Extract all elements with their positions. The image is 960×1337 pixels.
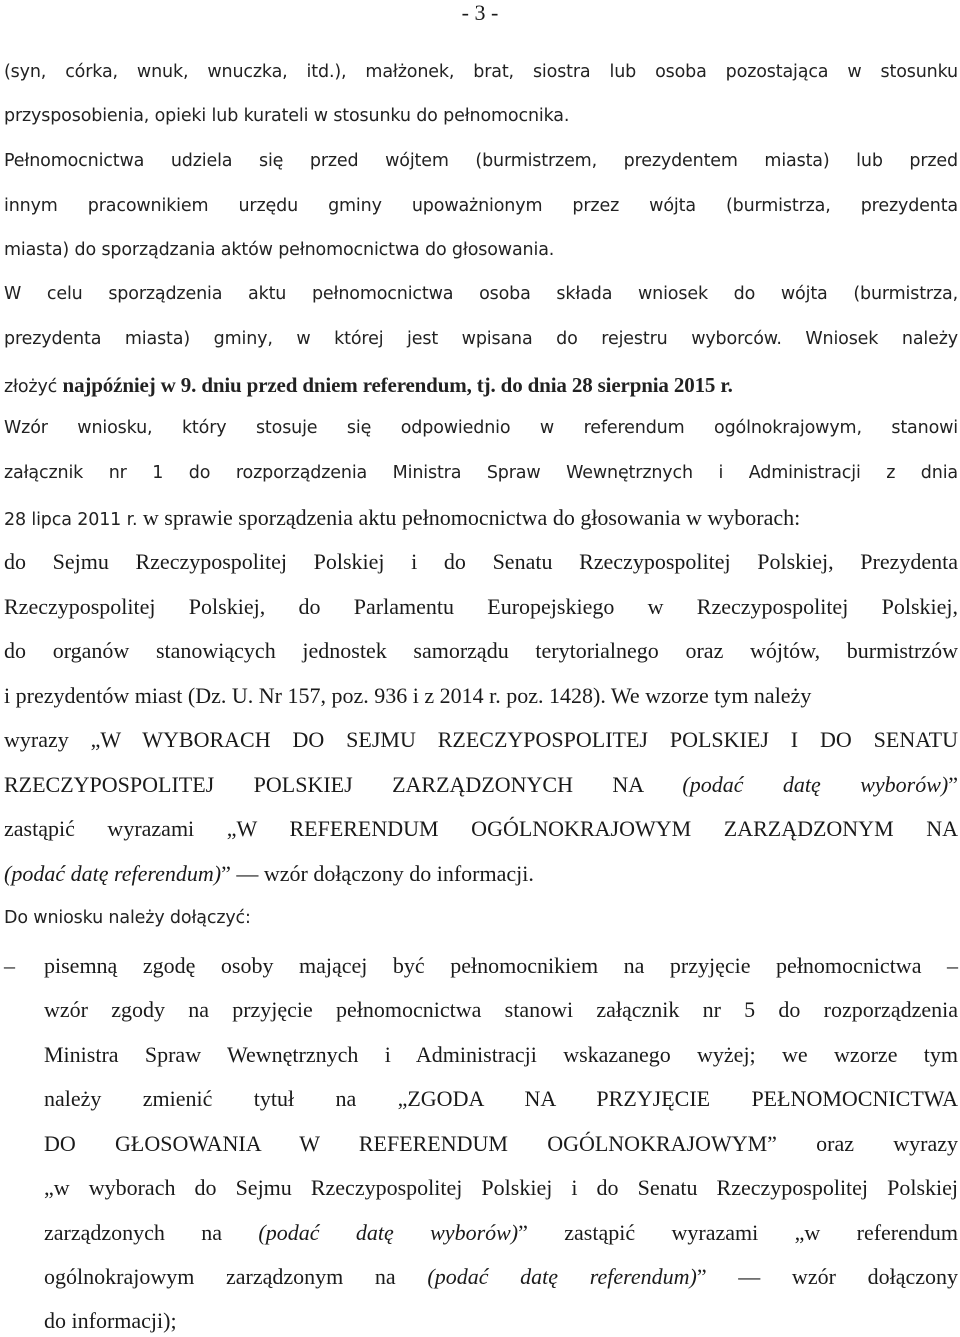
paragraph4-line1: Wzór wniosku, który stosuje się odpowiednio w referendum ogólnokrajowym, stanowi: [4, 418, 958, 438]
paragraph3-line3-prefix: złożyć: [4, 377, 63, 397]
list-item1-line7: [44, 1220, 958, 1246]
page-number: - 3 -: [461, 0, 499, 25]
paragraph4-line4: do Sejmu Rzeczypospolitej Polskiej i do Senatu Rzeczypospolitej Polskiej, Prezydenta: [4, 549, 958, 574]
paragraph2-line1: Pełnomocnictwa udziela się przed wójtem (burmistrzem, prezydentem miasta) lub przed: [4, 151, 958, 171]
paragraph4-line11: [4, 861, 958, 887]
list-item1-line5: DO GŁOSOWANIA W REFERENDUM OGÓLNOKRAJOWYM” oraz wyrazy: [44, 1131, 958, 1156]
list-item1-line1: pisemną zgodę osoby mającej być pełnomocnikiem na przyjęcie pełnomocnictwa –: [44, 953, 958, 978]
paragraph4-line9-normal: RZECZYPOSPOLITEJ POLSKIEJ ZARZĄDZONYCH NA: [4, 772, 683, 797]
paragraph3-line3: [4, 373, 958, 398]
list-item1-line8-italic: (podać datę referendum): [427, 1264, 697, 1289]
paragraph4-line2: załącznik nr 1 do rozporządzenia Ministra Spraw Wewnętrznych i Administracji z dnia: [4, 463, 958, 483]
list-item1-line8-end: ” — wzór dołączony: [696, 1264, 958, 1289]
paragraph2-line2: innym pracownikiem urzędu gminy upoważnionym przez wójta (burmistrza, prezydenta: [4, 196, 958, 216]
list-item1-line4: należy zmienić tytuł na „ZGODA NA PRZYJĘCIE PEŁNOMOCNICTWA: [44, 1086, 958, 1111]
paragraph2-line3: miasta) do sporządzania aktów pełnomocnictwa do głosowania.: [4, 240, 555, 260]
paragraph4-line11-italic: (podać datę referendum): [4, 861, 222, 886]
paragraph4-line3-date: 28 lipca 2011 r.: [4, 510, 138, 530]
list-item1-line8-normal: ogólnokrajowym zarządzonym na: [44, 1264, 428, 1289]
paragraph5-line1: Do wniosku należy dołączyć:: [4, 908, 251, 928]
list-item1-line7-end: ” zastąpić wyrazami „w referendum: [518, 1220, 958, 1245]
paragraph4-line3-text: w sprawie sporządzenia aktu pełnomocnictwa do głosowania w wyborach:: [137, 505, 801, 530]
paragraph1-line1: (syn, córka, wnuk, wnuczka, itd.), małżonek, brat, siostra lub osoba pozostająca w stosunku: [4, 62, 958, 82]
list-item1-line7-normal: zarządzonych na: [44, 1220, 259, 1245]
paragraph4-line3: [4, 505, 958, 531]
list-item1-line9: do informacji);: [44, 1308, 177, 1333]
paragraph4-line7-text: We wzorze tym należy: [605, 683, 812, 708]
paragraph3-line2: prezydenta miasta) gminy, w której jest wpisana do rejestru wyborców. Wniosek należy: [4, 329, 958, 349]
paragraph4-line7: [4, 683, 958, 709]
paragraph4-line6: do organów stanowiących jednostek samorządu terytorialnego oraz wójtów, burmistrzów: [4, 638, 958, 663]
paragraph4-line9-end: ”: [948, 772, 958, 797]
paragraph4-line9-italic: (podać datę wyborów): [682, 772, 949, 797]
list-item1-line2: wzór zgody na przyjęcie pełnomocnictwa stanowi załącznik nr 5 do rozporządzenia: [44, 997, 958, 1022]
referendum-deadline: najpóźniej w 9. dniu przed dniem referendum, tj. do dnia 28 sierpnia 2015 r.: [62, 373, 733, 397]
list-dash: –: [4, 953, 15, 978]
list-item1-line6: „w wyborach do Sejmu Rzeczypospolitej Polskiej i do Senatu Rzeczypospolitej Polskiej: [44, 1175, 958, 1200]
paragraph1-line2: przysposobienia, opieki lub kurateli w stosunku do pełnomocnika.: [4, 106, 570, 126]
paragraph4-line5: Rzeczypospolitej Polskiej, do Parlamentu Europejskiego w Rzeczypospolitej Polskiej,: [4, 594, 958, 619]
list-item1-line8: [44, 1264, 958, 1290]
paragraph4-line8: wyrazy „W WYBORACH DO SEJMU RZECZYPOSPOLITEJ POLSKIEJ I DO SENATU: [4, 727, 958, 752]
paragraph4-line7-citation: i prezydentów miast (Dz. U. Nr 157, poz. 936 i z 2014 r. poz. 1428).: [4, 683, 606, 708]
paragraph4-line10: zastąpić wyrazami „W REFERENDUM OGÓLNOKRAJOWYM ZARZĄDZONYM NA: [4, 816, 958, 841]
paragraph4-line9: [4, 772, 958, 798]
paragraph4-line11-normal: ” — wzór dołączony do informacji.: [221, 861, 534, 886]
list-item1-line7-italic: (podać datę wyborów): [258, 1220, 519, 1245]
list-item1-line3: Ministra Spraw Wewnętrznych i Administracji wskazanego wyżej; we wzorze tym: [44, 1042, 958, 1067]
paragraph3-line1: W celu sporządzenia aktu pełnomocnictwa osoba składa wniosek do wójta (burmistrza,: [4, 284, 958, 304]
